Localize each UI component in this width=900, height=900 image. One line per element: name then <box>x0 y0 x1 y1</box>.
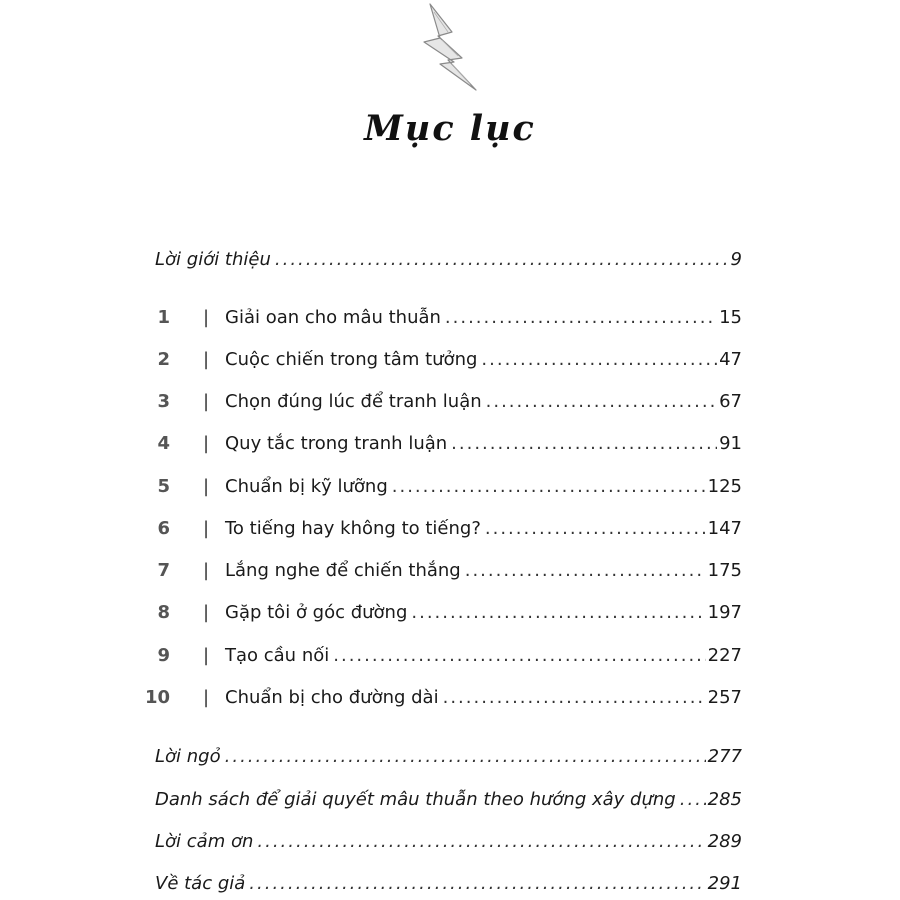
dot-leader <box>275 248 729 272</box>
toc-entry-label: Lời ngỏ <box>155 746 221 767</box>
separator-bar: | <box>203 518 210 539</box>
dot-leader <box>249 872 705 896</box>
page-title: Mục lục <box>364 108 536 149</box>
dot-leader <box>486 390 717 414</box>
chapter-number: 5 <box>157 476 170 497</box>
separator-bar: | <box>203 687 210 708</box>
chapter-number: 10 <box>144 687 170 708</box>
toc-page-number: 257 <box>707 687 742 708</box>
chapter-number: 2 <box>157 349 170 370</box>
toc-entry-checklist <box>155 788 742 812</box>
separator-bar: | <box>203 349 210 370</box>
separator-bar: | <box>203 307 210 328</box>
dot-leader <box>257 830 705 854</box>
toc-chapter-10 <box>144 686 742 710</box>
toc-chapter-7 <box>155 559 742 583</box>
toc-page-number: 67 <box>719 391 742 412</box>
toc-page-number: 291 <box>707 873 742 894</box>
chapter-number: 8 <box>157 602 170 623</box>
separator-bar: | <box>203 476 210 497</box>
chapter-title: Chuẩn bị kỹ lưỡng <box>225 476 388 497</box>
toc-page-number: 15 <box>719 307 742 328</box>
toc-chapter-3 <box>155 390 742 414</box>
toc-page-number: 285 <box>707 789 742 810</box>
chapter-title: Cuộc chiến trong tâm tưởng <box>225 349 478 370</box>
chapter-number: 7 <box>157 560 170 581</box>
toc-entry-about-author <box>155 872 742 896</box>
dot-leader <box>481 348 717 372</box>
dot-leader <box>333 644 705 668</box>
toc-page-number: 197 <box>707 602 742 623</box>
toc-chapter-9 <box>155 644 742 668</box>
toc-chapter-8 <box>155 601 742 625</box>
chapter-title: To tiếng hay không to tiếng? <box>225 518 481 539</box>
separator-bar: | <box>203 602 210 623</box>
toc-page-number: 289 <box>707 831 742 852</box>
separator-bar: | <box>203 391 210 412</box>
chapter-title: Tạo cầu nối <box>225 645 330 666</box>
separator-bar: | <box>203 560 210 581</box>
toc-entry-label: Danh sách để giải quyết mâu thuẫn theo hướng xây dựng <box>155 789 676 810</box>
toc-entry-afterword <box>155 745 742 769</box>
toc-chapter-6 <box>155 517 742 541</box>
chapter-number: 6 <box>157 518 170 539</box>
toc-entry-label: Lời giới thiệu <box>155 249 271 270</box>
separator-bar: | <box>203 433 210 454</box>
toc-chapter-4 <box>155 432 742 456</box>
toc-chapter-5 <box>155 475 742 499</box>
toc-chapter-1 <box>155 306 742 330</box>
toc-entry-acknowledgements <box>155 830 742 854</box>
dot-leader <box>680 788 706 812</box>
toc-entry-intro <box>155 248 742 272</box>
dot-leader <box>225 745 706 769</box>
toc-entry-label: Lời cảm ơn <box>155 831 254 852</box>
toc-page-number: 227 <box>707 645 742 666</box>
lightning-ornament-icon <box>418 2 480 92</box>
dot-leader <box>465 559 706 583</box>
chapter-number: 3 <box>157 391 170 412</box>
dot-leader <box>445 306 717 330</box>
chapter-title: Gặp tôi ở góc đường <box>225 602 408 623</box>
toc-page-number: 9 <box>730 249 742 270</box>
toc-page-number: 47 <box>719 349 742 370</box>
dot-leader <box>485 517 706 541</box>
dot-leader <box>451 432 717 456</box>
toc-page-number: 147 <box>707 518 742 539</box>
chapter-title: Chuẩn bị cho đường dài <box>225 687 439 708</box>
dot-leader <box>443 686 706 710</box>
chapter-title: Giải oan cho mâu thuẫn <box>225 307 441 328</box>
dot-leader <box>392 475 706 499</box>
separator-bar: | <box>203 645 210 666</box>
toc-page-number: 175 <box>707 560 742 581</box>
chapter-number: 4 <box>157 433 170 454</box>
chapter-number: 1 <box>157 307 170 328</box>
chapter-title: Quy tắc trong tranh luận <box>225 433 448 454</box>
toc-page-number: 91 <box>719 433 742 454</box>
dot-leader <box>411 601 705 625</box>
toc-entry-label: Về tác giả <box>155 873 246 894</box>
toc-page-number: 277 <box>707 746 742 767</box>
chapter-title: Chọn đúng lúc để tranh luận <box>225 391 482 412</box>
toc-page-number: 125 <box>707 476 742 497</box>
toc-chapter-2 <box>155 348 742 372</box>
chapter-title: Lắng nghe để chiến thắng <box>225 560 461 581</box>
chapter-number: 9 <box>157 645 170 666</box>
